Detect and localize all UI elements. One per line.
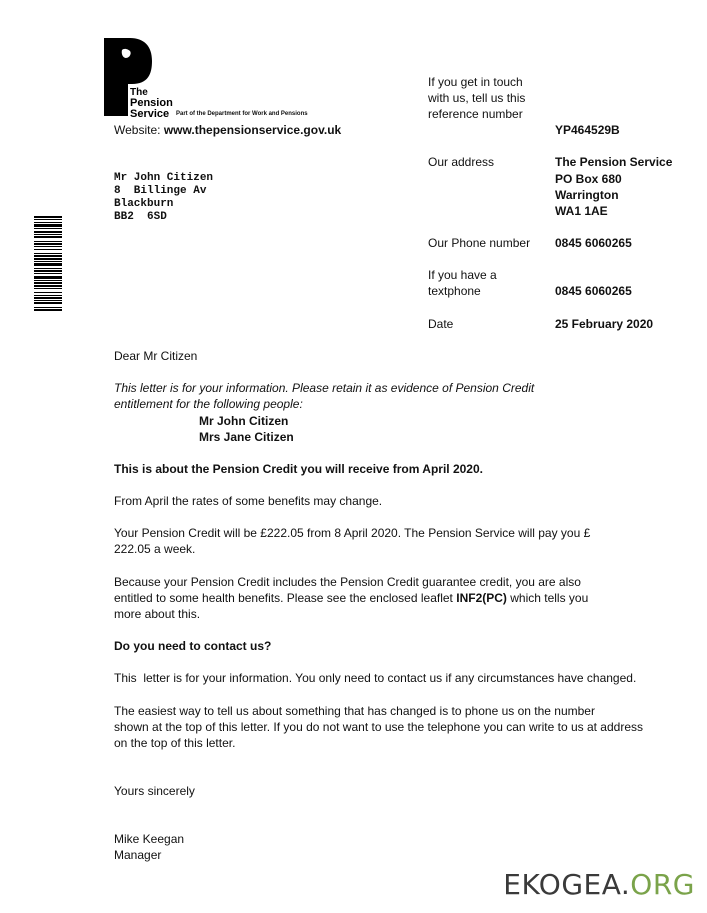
salutation: Dear Mr Citizen [114,349,198,363]
signatory-name: Mike Keegan [114,832,185,846]
barcode-bar [34,292,62,293]
barcode-bar [34,300,62,301]
textphone-label-2: textphone [428,284,481,298]
barcode-bar [34,241,62,242]
barcode-bar [34,295,62,296]
address-line-4: WA1 1AE [555,204,608,218]
reference-label-3: reference number [428,107,523,121]
barcode-bar [34,282,62,284]
reference-number: YP464529B [555,123,620,137]
barcode-bar [34,288,62,289]
barcode-bar [34,231,62,233]
entitled-person-2: Mrs Jane Citizen [199,430,294,444]
address-line-2: PO Box 680 [555,172,622,186]
barcode-bar [34,236,62,238]
barcode-bar [34,222,62,223]
intro-line-1: This letter is for your information. Please retain it as evidence of Pension Credit [114,381,535,395]
barcode-bar [34,273,62,274]
barcode-bar [34,228,62,229]
benefits-text-b: which tells you [506,591,589,605]
textphone-number: 0845 6060265 [555,284,632,298]
barcode-bar [34,268,62,269]
address-line-1: The Pension Service [555,155,673,169]
department-text: Part of the Department for Work and Pensions [176,111,308,117]
phone-label: Our Phone number [428,236,531,250]
barcode-icon [34,216,62,380]
paragraph-benefits-line-2 [114,590,588,606]
recipient-street: 8 Billinge Av [114,185,207,197]
reference-label-1: If you get in touch [428,75,523,89]
barcode-bar [34,255,62,257]
watermark-part-2: ORG [630,868,695,901]
barcode-bar [34,261,62,262]
barcode-bar [34,263,62,266]
website-line [114,122,341,138]
benefits-text-a: entitled to some health benefits. Please see the enclosed leaflet [114,591,457,605]
letter-heading: This is about the Pension Credit you will receive from April 2020. [114,462,483,476]
barcode-bar [34,224,62,227]
barcode-bar [34,258,62,260]
textphone-label-1: If you have a [428,268,497,282]
barcode-bar [34,297,62,299]
logo-text-the: The [130,87,148,98]
paragraph-change-line-3: on the top of this letter. [114,736,236,750]
barcode-bar [34,280,62,281]
barcode-bar [34,270,62,272]
address-line-3: Warrington [555,188,619,202]
barcode-bar [34,285,62,287]
paragraph-benefits-line-3: more about this. [114,607,201,621]
paragraph-amount-line-2: 222.05 a week. [114,542,196,556]
date-value: 25 February 2020 [555,317,654,331]
barcode-bar [34,309,62,311]
paragraph-change-line-1: The easiest way to tell us about something that has changed is to phone us on the number [114,704,595,718]
leaflet-code: INF2(PC) [456,591,507,605]
recipient-postcode: BB2 6SD [114,211,167,223]
barcode-bar [34,219,62,220]
barcode-bar [34,253,62,254]
barcode-bar [34,243,62,245]
closing: Yours sincerely [114,784,195,798]
paragraph-amount-line-1: Your Pension Credit will be £222.05 from 8 April 2020. The Pension Service will pay you £ [114,526,591,540]
entitled-person-1: Mr John Citizen [199,414,289,428]
barcode-bar [34,234,62,235]
paragraph-rates: From April the rates of some benefits may change. [114,494,383,508]
barcode-bar [34,216,62,218]
website-url[interactable]: www.thepensionservice.gov.uk [163,123,342,137]
logo-text-pension: Pension [130,97,173,109]
date-label: Date [428,317,454,331]
intro-line-2: entitlement for the following people: [114,397,303,411]
paragraph-information: This letter is for your information. You only need to contact us if any circumstances have changed. [114,671,637,685]
recipient-name: Mr John Citizen [114,172,214,184]
barcode-bar [34,307,62,308]
paragraph-benefits-line-1: Because your Pension Credit includes the Pension Credit guarantee credit, you are also [114,575,581,589]
website-label: Website: [114,123,161,137]
watermark [503,869,695,901]
recipient-town: Blackburn [114,198,174,210]
watermark-part-1: EKOGEA. [503,868,631,901]
reference-label-2: with us, tell us this [428,91,526,105]
barcode-bar [34,276,62,279]
paragraph-change-line-2: shown at the top of this letter. If you do not want to use the telephone you can write to us at address [114,720,643,734]
barcode-bar [34,302,62,304]
barcode-bar [34,249,62,250]
logo-text-service: Service [130,108,170,120]
contact-heading: Do you need to contact us? [114,639,272,653]
address-label: Our address [428,155,495,169]
barcode-bar [34,246,62,247]
phone-number: 0845 6060265 [555,236,632,250]
signatory-title: Manager [114,848,162,862]
